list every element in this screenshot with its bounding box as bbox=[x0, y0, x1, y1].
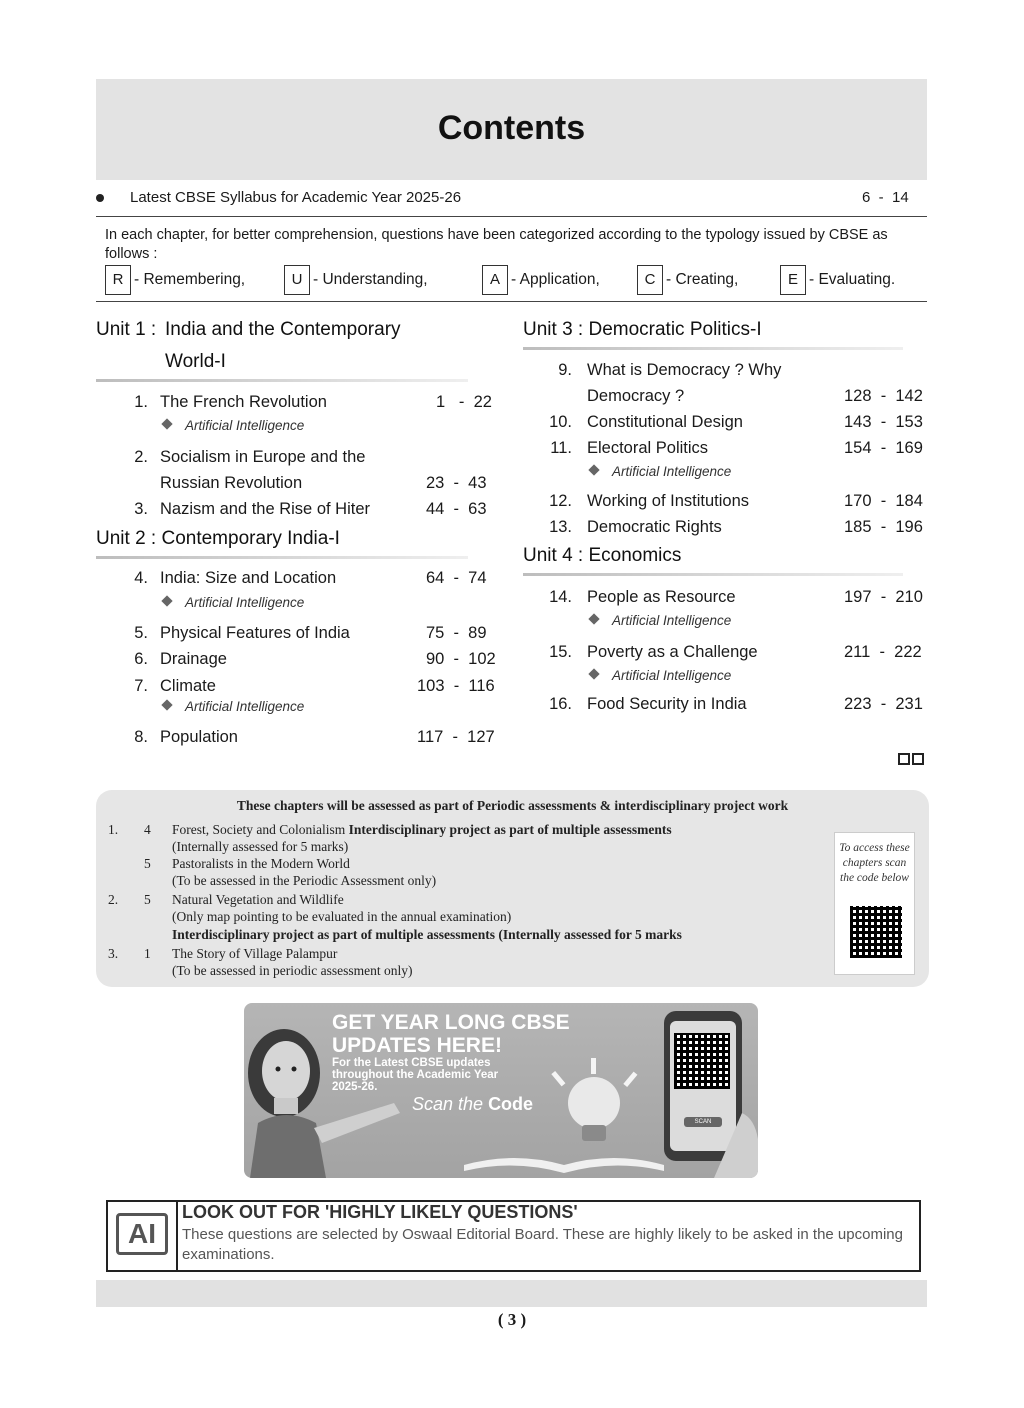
chapter-number: 16. bbox=[549, 695, 572, 713]
diamond-icon bbox=[161, 596, 172, 607]
ai-tag: Artificial Intelligence bbox=[590, 668, 731, 683]
chapter-10-pages: 143 - 153 bbox=[844, 413, 923, 431]
chapter-9-pages: 128 - 142 bbox=[844, 387, 923, 405]
phone-scan-button: SCAN bbox=[694, 1119, 712, 1125]
chapter-15-pages: 211 - 222 bbox=[844, 643, 922, 661]
chapter-13-pages: 185 - 196 bbox=[844, 518, 923, 536]
header-band bbox=[96, 79, 927, 180]
assessment-note: (Only map pointing to be evaluated in the annual examination) bbox=[172, 909, 512, 924]
chapter-9-title-cont[interactable]: Democracy ? bbox=[587, 387, 685, 405]
scan-code-label: Scan the Code bbox=[412, 1094, 534, 1114]
chapter-10-title[interactable]: Constitutional Design bbox=[587, 413, 743, 431]
divider bbox=[96, 301, 927, 302]
chapter-1-pages: 1 - 22 bbox=[436, 393, 492, 411]
qr-card bbox=[834, 832, 915, 975]
unit-3-title: Unit 3 : Democratic Politics-I bbox=[523, 319, 762, 340]
unit-2-title: Unit 2 : Contemporary India-I bbox=[96, 528, 340, 549]
chapter-2-title-cont[interactable]: Russian Revolution bbox=[160, 474, 303, 492]
diamond-icon bbox=[588, 669, 599, 680]
assessment-row: Natural Vegetation and Wildlife bbox=[172, 892, 344, 907]
chapter-7-title[interactable]: Climate bbox=[160, 677, 216, 695]
assessment-row: Pastoralists in the Modern World bbox=[172, 856, 350, 871]
assessment-note: (To be assessed in periodic assessment only) bbox=[172, 963, 413, 978]
chapter-number: 8. bbox=[134, 728, 148, 746]
qr-code-icon[interactable] bbox=[674, 1033, 730, 1089]
assessment-row: Forest, Society and Colonialism Interdisciplinary project as part of multiple assessments bbox=[172, 822, 672, 837]
updates-banner[interactable] bbox=[244, 1003, 758, 1178]
typology-evaluating: E - Evaluating. bbox=[780, 265, 895, 295]
qr-note: To access these chapters scan the code below bbox=[839, 842, 910, 884]
chapter-4-title[interactable]: India: Size and Location bbox=[160, 569, 337, 587]
ai-tag: Artificial Intelligence bbox=[163, 595, 304, 610]
diamond-icon bbox=[588, 614, 599, 625]
chapter-number: 6. bbox=[134, 650, 148, 668]
chapter-number: 7. bbox=[134, 677, 148, 695]
row-chapter: 5 bbox=[144, 892, 151, 907]
page-title: Contents bbox=[437, 109, 586, 147]
chapter-8-pages: 117 - 127 bbox=[417, 728, 495, 746]
chapter-13-title[interactable]: Democratic Rights bbox=[587, 518, 722, 536]
banner-line-1: GET YEAR LONG CBSE bbox=[332, 1011, 570, 1034]
unit-1-label: Unit 1 : bbox=[96, 319, 157, 340]
chapter-11-pages: 154 - 169 bbox=[844, 439, 923, 457]
chapter-number: 13. bbox=[549, 518, 572, 536]
unit-rule bbox=[523, 347, 903, 350]
end-mark-icon bbox=[898, 753, 924, 765]
footer-bar bbox=[96, 1280, 927, 1307]
assessment-note: Interdisciplinary project as part of multiple assessments (Internally assessed for 5 marks bbox=[172, 927, 682, 942]
unit-rule bbox=[96, 379, 468, 382]
typology-understanding: U - Understanding, bbox=[284, 265, 428, 295]
typology-intro: In each chapter, for better comprehension, questions have been categorized according to the typology issued by CBSE as follows : bbox=[105, 227, 888, 262]
assessment-row: The Story of Village Palampur bbox=[172, 946, 338, 961]
assessment-note: (Internally assessed for 5 marks) bbox=[172, 839, 349, 854]
chapter-6-pages: 90 - 102 bbox=[426, 650, 496, 668]
chapter-6-title[interactable]: Drainage bbox=[160, 650, 227, 668]
unit-rule bbox=[523, 573, 903, 576]
chapter-2-title[interactable]: Socialism in Europe and the bbox=[160, 448, 366, 466]
banner-subtext: For the Latest CBSE updates throughout the Academic Year 2025-26. bbox=[332, 1057, 499, 1093]
chapter-11-title[interactable]: Electoral Politics bbox=[587, 439, 709, 457]
bullet-icon bbox=[96, 194, 104, 202]
unit-1-title-cont: World-I bbox=[165, 351, 226, 372]
chapter-14-title[interactable]: People as Resource bbox=[587, 588, 736, 606]
divider bbox=[176, 1200, 178, 1272]
highly-likely-body: These questions are selected by Oswaal Editorial Board. These are highly likely to be asked in the upcoming examinations. bbox=[182, 1226, 903, 1263]
typology-application: A - Application, bbox=[482, 265, 600, 295]
chapter-8-title[interactable]: Population bbox=[160, 728, 238, 746]
chapter-3-pages: 44 - 63 bbox=[426, 500, 487, 518]
unit-rule bbox=[96, 556, 468, 559]
chapter-15-title[interactable]: Poverty as a Challenge bbox=[587, 643, 758, 661]
chapter-number: 5. bbox=[134, 624, 148, 642]
qr-code-icon[interactable] bbox=[850, 906, 902, 958]
highly-likely-heading: LOOK OUT FOR 'HIGHLY LIKELY QUESTIONS' bbox=[182, 1202, 578, 1222]
banner-line-2: UPDATES HERE! bbox=[332, 1034, 502, 1057]
row-chapter: 4 bbox=[144, 822, 151, 837]
chapter-7-pages: 103 - 116 bbox=[417, 677, 495, 695]
chapter-number: 3. bbox=[134, 500, 148, 518]
diamond-icon bbox=[161, 700, 172, 711]
ai-badge-icon: AI bbox=[116, 1213, 168, 1255]
row-index: 2. bbox=[108, 892, 119, 907]
typology-remembering: R - Remembering, bbox=[105, 265, 245, 295]
ai-tag: Artificial Intelligence bbox=[163, 699, 304, 714]
syllabus-entry[interactable]: Latest CBSE Syllabus for Academic Year 2025-26 bbox=[130, 189, 462, 206]
chapter-2-pages: 23 - 43 bbox=[426, 474, 487, 492]
chapter-number: 12. bbox=[549, 492, 572, 510]
chapter-number: 2. bbox=[134, 448, 148, 466]
ai-tag: Artificial Intelligence bbox=[590, 464, 731, 479]
row-index: 1. bbox=[108, 822, 119, 837]
assessment-note: (To be assessed in the Periodic Assessment only) bbox=[172, 873, 437, 888]
unit-4-title: Unit 4 : Economics bbox=[523, 545, 682, 566]
diamond-icon bbox=[161, 419, 172, 430]
chapter-12-pages: 170 - 184 bbox=[844, 492, 923, 510]
chapter-number: 10. bbox=[549, 413, 572, 431]
syllabus-pages: 6 - 14 bbox=[862, 189, 909, 206]
row-chapter: 5 bbox=[144, 856, 151, 871]
chapter-number: 4. bbox=[134, 569, 148, 587]
assessment-heading: These chapters will be assessed as part of Periodic assessments & interdisciplinary project work bbox=[236, 798, 789, 813]
chapter-number: 9. bbox=[558, 361, 572, 379]
diamond-icon bbox=[588, 465, 599, 476]
typology-creating: C - Creating, bbox=[637, 265, 738, 295]
chapter-number: 14. bbox=[549, 588, 572, 606]
chapter-number: 1. bbox=[134, 393, 148, 411]
chapter-1-title[interactable]: The French Revolution bbox=[160, 393, 327, 411]
page-number: ( 3 ) bbox=[497, 1310, 527, 1329]
ai-tag: Artificial Intelligence bbox=[163, 418, 304, 433]
chapter-9-title[interactable]: What is Democracy ? Why bbox=[587, 361, 782, 379]
chapter-3-title[interactable]: Nazism and the Rise of Hiter bbox=[160, 500, 370, 518]
chapter-number: 15. bbox=[549, 643, 572, 661]
chapter-5-pages: 75 - 89 bbox=[426, 624, 487, 642]
ai-tag: Artificial Intelligence bbox=[590, 613, 731, 628]
chapter-number: 11. bbox=[550, 439, 572, 457]
chapter-5-title[interactable]: Physical Features of India bbox=[160, 624, 350, 642]
chapter-4-pages: 64 - 74 bbox=[426, 569, 487, 587]
chapter-16-pages: 223 - 231 bbox=[844, 695, 923, 713]
unit-1-title: India and the Contemporary bbox=[165, 319, 401, 340]
chapter-12-title[interactable]: Working of Institutions bbox=[587, 492, 750, 510]
chapter-14-pages: 197 - 210 bbox=[844, 588, 923, 606]
divider bbox=[96, 216, 927, 217]
girl-illustration-icon bbox=[244, 1003, 758, 1178]
chapter-16-title[interactable]: Food Security in India bbox=[587, 695, 747, 713]
row-chapter: 1 bbox=[144, 946, 151, 961]
row-index: 3. bbox=[108, 946, 119, 961]
